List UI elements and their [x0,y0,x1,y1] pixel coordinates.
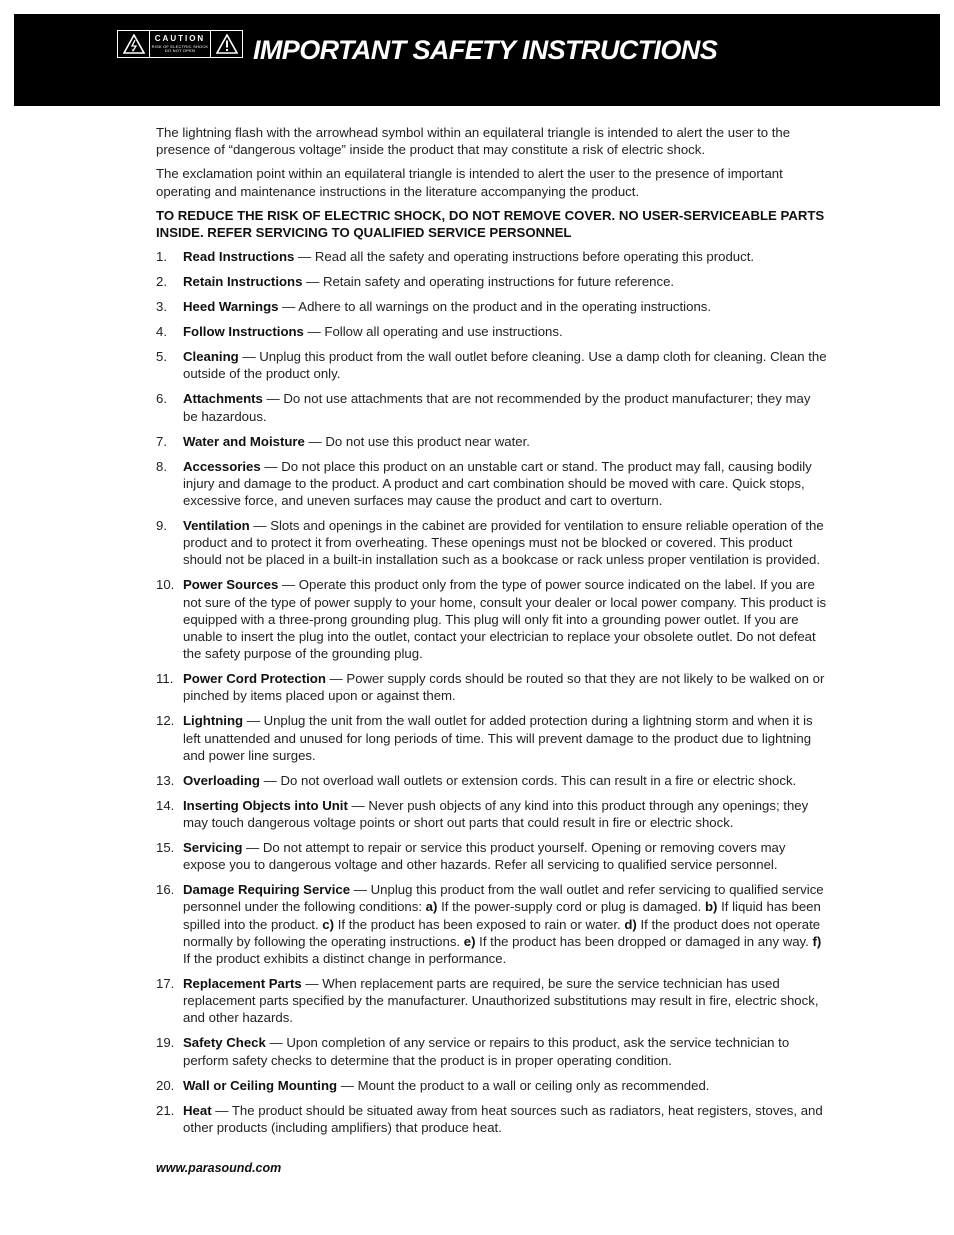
item-term: Follow Instructions [183,324,304,340]
item-text: Do not use this product near water. [325,433,530,449]
item-text: When replacement parts are required, be sure the service technician has used replacement parts specified by the manufacturer. Unauthorized substitutions may result in fire, electric shock, and other hazards. [183,976,819,1026]
item-text: Follow all operating and use instructions. [324,324,563,340]
instruction-item [156,298,828,315]
instruction-item [156,839,828,873]
item-number: 19. [156,1035,175,1051]
condition-label: e) [463,933,476,949]
item-number: 7. [156,433,167,449]
intro-lightning-paragraph: The lightning flash with the arrowhead symbol within an equilateral triangle is intended to alert the user to the presence of “dangerous voltage” inside the product that may constitute a risk of electric shock. [156,125,791,158]
item-term: Water and Moisture [183,433,305,449]
item-separator: — [278,577,299,593]
item-number: 17. [156,976,175,992]
instruction-item [156,576,828,662]
condition-label: f) [812,933,822,949]
item-text: Unplug this product from the wall outlet and refer servicing to qualified service personnel under the following conditions: [183,882,824,915]
item-number: 13. [156,772,175,788]
item-number: 9. [156,518,167,534]
item-term: Replacement Parts [183,976,302,992]
item-term: Ventilation [183,518,250,534]
item-text: Retain safety and operating instructions for future reference. [322,274,675,290]
item-text: Power supply cords should be routed so that they are not likely to be walked on or pinched by items placed upon or against them. [183,671,825,704]
item-number: 2. [156,274,167,290]
item-number: 8. [156,458,167,474]
condition-label: b) [704,899,718,915]
item-separator: — [347,797,369,813]
item-text: Do not attempt to repair or service this product yourself. Opening or removing covers may expose you to dangerous voltage and other hazards. Refer all servicing to qualified service personnel. [183,840,786,873]
instruction-item [156,433,828,450]
item-text: Never push objects of any kind into this product through any openings; they may touch dangerous voltage points or short out parts that could result in fire or electric shock. [183,797,809,831]
item-separator: — [294,249,315,265]
item-number: 14. [156,797,175,813]
item-separator: — [278,299,299,315]
item-number: 16. [156,882,175,898]
condition-text: If liquid has been spilled into the product. [183,899,821,932]
item-separator: — [242,840,263,856]
instruction-item [156,273,828,290]
item-term: Wall or Ceiling Mounting [183,1077,338,1093]
item-text: Mount the product to a wall or ceiling only as recommended. [357,1077,710,1093]
instruction-item [156,348,828,382]
item-separator: — [259,772,281,788]
instruction-item [156,670,828,704]
footer-website: www.parasound.com [156,1161,282,1175]
item-term: Safety Check [183,1035,266,1051]
item-text: Do not overload wall outlets or extension cords. This can result in a fire or electric shock. [280,772,797,788]
item-number: 11. [156,671,174,687]
item-term: Attachments [183,391,263,407]
condition-text: If the product exhibits a distinct change in performance. [183,951,507,967]
instruction-item [156,517,828,569]
item-term: Lightning [183,713,244,729]
item-separator: — [301,976,323,992]
item-separator: — [249,518,271,534]
condition-text: If the power-supply cord or plug is damaged. [441,899,702,915]
intro-exclamation-paragraph: The exclamation point within an equilateral triangle is intended to alert the user to the presence of important operating and maintenance instructions in the literature accompanying the product. [156,166,783,199]
instruction-item [156,1077,828,1094]
item-text: Do not use attachments that are not recommended by the product manufacturer; they may be hazardous. [183,391,811,424]
item-separator: — [262,391,284,407]
instruction-item [156,1034,828,1068]
item-term: Read Instructions [183,249,295,265]
item-term: Power Cord Protection [183,671,326,687]
condition-label: a) [425,899,438,915]
item-number: 3. [156,299,167,315]
item-number: 10. [156,577,175,593]
condition-label: d) [624,916,637,932]
exclamation-triangle-icon [210,31,242,57]
caution-label [117,30,243,58]
item-term: Heed Warnings [183,299,279,315]
condition-text: If the product has been exposed to rain or water. [337,916,621,932]
instruction-item [156,712,828,764]
item-term: Servicing [183,840,243,856]
item-number: 5. [156,349,167,365]
item-term: Cleaning [183,349,239,365]
shock-warning: TO REDUCE THE RISK OF ELECTRIC SHOCK, DO NOT REMOVE COVER. NO USER-SERVICEABLE PARTS INSIDE. REFER SERVICING TO QUALIFIED SERVICE PERSONNEL [156,207,825,241]
page-title: IMPORTANT SAFETY INSTRUCTIONS [253,35,718,65]
item-term: Inserting Objects into Unit [183,797,348,813]
instruction-item [156,797,828,831]
safety-instruction-list [156,248,828,1136]
condition-text: If the product does not operate normally by following the operating instructions. [183,916,821,949]
item-separator: — [304,433,326,449]
instruction-item [156,1102,828,1136]
item-text: Slots and openings in the cabinet are provided for ventilation to ensure reliable operation of the product and to protect it from overheating. These openings must not be blocked or covered. This product should not be placed in a built-in installation such as a bookcase or rack unless proper ventilation is provided. [183,518,824,568]
item-text: Read all the safety and operating instructions before operating this product. [314,249,755,265]
item-text: The product should be situated away from heat sources such as radiators, heat registers, stoves, and other products (including amplifiers) that produce heat. [183,1102,823,1135]
item-number: 4. [156,324,167,340]
item-number: 20. [156,1077,175,1093]
item-text: Upon completion of any service or repairs to this product, ask the service technician to perform safety checks to determine that the product is in proper operating condition. [183,1035,790,1068]
item-number: 15. [156,840,175,856]
item-separator: — [302,274,323,290]
item-number: 21. [156,1102,175,1118]
item-number: 12. [156,713,175,729]
item-separator: — [325,671,347,687]
instructions-body [156,124,828,1144]
item-term: Accessories [183,458,261,474]
caution-line-2: DO NOT OPEN [164,48,196,53]
lightning-triangle-icon [118,31,150,57]
item-term: Power Sources [183,577,279,593]
condition-label: c) [322,916,335,932]
item-separator: — [337,1077,358,1093]
item-separator: — [265,1035,287,1051]
item-separator: — [238,349,260,365]
item-separator: — [350,882,371,898]
item-number: 1. [156,249,167,265]
item-number: 6. [156,391,167,407]
instruction-item [156,881,828,967]
item-separator: — [303,324,325,340]
item-text: Adhere to all warnings on the product and in the operating instructions. [298,299,712,315]
item-separator: — [243,713,264,729]
item-text: Do not place this product on an unstable cart or stand. The product may fall, causing bodily injury and damage to the product. A product and cart combination should be moved with care. Quick stops, excessive force, and uneven surfaces may cause the product and cart to overturn. [183,458,812,509]
item-term: Heat [183,1102,212,1118]
caution-line-1: RISK OF ELECTRIC SHOCK [151,44,209,49]
item-text: Unplug this product from the wall outlet before cleaning. Use a damp cloth for cleaning. Clean the outside of the product only. [183,349,827,382]
item-term: Overloading [183,772,260,788]
item-text: Unplug the unit from the wall outlet for added protection during a lightning storm and when it is left unattended and unused for long periods of time. This will prevent damage to the product due to lightning and power line surges. [183,713,813,763]
instruction-item [156,458,828,510]
item-text: Operate this product only from the type of power source indicated on the label. If you are not sure of the type of power supply to your home, consult your dealer or local power company. This product is equipped with a three-prong grounding plug. This plug will only fit into a grounding power outlet. If you are unable to insert the plug into the outlet, contact your electrician to replace your obsolete outlet. Do not defeat the safety purpose of the grounding plug. [183,577,827,662]
item-separator: — [211,1102,232,1118]
item-term: Damage Requiring Service [183,882,351,898]
caution-word: CAUTION [154,34,206,43]
condition-text: If the product has been dropped or damaged in any way. [479,933,809,949]
instruction-item [156,323,828,340]
caution-text [150,31,210,57]
instruction-item [156,975,828,1027]
item-separator: — [260,458,282,474]
instruction-item [156,248,828,265]
instruction-item [156,772,828,789]
instruction-item [156,390,828,424]
item-term: Retain Instructions [183,274,303,290]
